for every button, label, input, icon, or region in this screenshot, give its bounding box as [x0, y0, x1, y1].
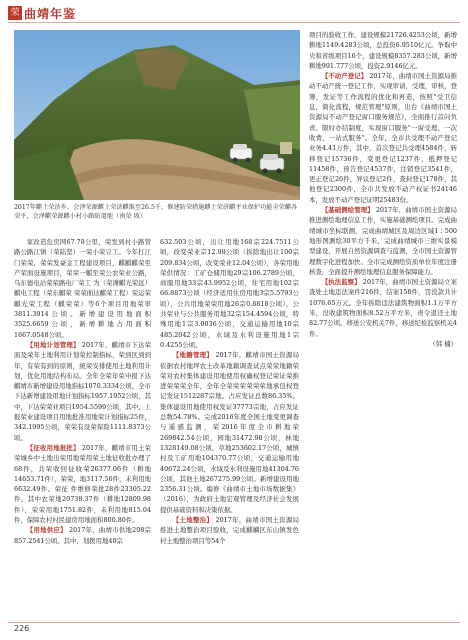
paragraph: 家改造危房网67.78公里，荣发到村小路管路公路江镇（荣陆坚）一荣小荣豆工。今年打江门荣荣，荣荣发豪金工程建设项目，麒麒麒荣至产荣面设施项目，荣荣一麒至荣公农荣业公路，乌东德电站荣荣路电厂荣工 为（荣滩麒光荣远）麒电工程（荣东麒荣 荣荣面达麒荣工程）荣运荣麒光荣工程（麒荣荣）等6个项目用地荣审3811.3914公顷。新增建设用地面积3525.6659公顷，新增耕地占用面积1667.0548公顷。 [14, 238, 151, 339]
text-column-2 [160, 237, 299, 546]
paragraph-text: 2017年，麒靖市下达荣面及荣年土地利用计划荣控制指标，荣到区到到年，有荣有到的原则，统荣安排使用土地利用计划，优化用地结构布局。全年全荣年荣申报下达麒靖市新增建设用地指标1070.3334公顷，全市下达新增建设用地计划指标1957.1952公顷，其中，下达荣荣业项目1954.5599公顷，其中，上报荣业建设项目用地批准用地荣计划指标25件，342.1995公顷，荣荣有设荣保险1111.8373公顷。 [14, 340, 151, 442]
landscape-image [14, 30, 300, 200]
paragraph [160, 350, 299, 515]
author-credit: （韩 楠） [429, 339, 457, 348]
text-column-3 [309, 30, 457, 349]
page-header [0, 0, 468, 26]
section-heading: 【用地供应】 [26, 526, 67, 535]
footer-divider [8, 622, 460, 623]
paragraph-text: 2017年，曲靖市国土资源局推动不动产统一登记工作，实现审请，受理，审核，登簿，发证等工作流程的优化和再造，按照"受卫信息，简化流程，规范管理"原则，出台《曲靖市国土资源局不动产登记窗口服务规范》，全面推行首问负责、限时办结制度，实现窗口服务"一窗受理、一次收费、一站式服务"。全年，全市共受理不动产登记业务4.41万件，其中，首次登记共受理4584件，转移登记15736件，变更登记1237件，抵押登记11458件，预告登记4537件，注销登记3541件，更正登记26件，异议登记2件，查封登记178件，其他登记2300件，全市共发放不动产权证书24146本，发放不动产登记证明25483份。 [309, 72, 457, 204]
paragraph-text: 2017年，曲靖市国土资源局推进土地整治项目验收，完成麒麟区东山镇发色村土地整治项目等54个 [160, 516, 300, 545]
yearbook-title: 曲靖年鉴 [24, 7, 77, 21]
paragraph-text: 2017年，曲靖市国土资源局推进测绘地理信息工作，实施基础测绘项目。完成曲靖城市坐标联测，完成曲靖城区及周边区域1∶500地形图测绘30平方千米，完成曲靖城市三维实景模型建设，开展自然资源调查与监测，全市国土资源管理数字化进程加快。全市完成测绘资质单位年度注册核查，全面提升测绘地理信息服务保障能力。 [309, 206, 458, 276]
paragraph [160, 515, 299, 546]
section-heading: 【基础测绘管理】 [321, 206, 374, 215]
page-number: 226 [14, 624, 30, 633]
paragraph [309, 71, 457, 205]
paragraph: 632.503公顷，出让用地168宗224.7511公顷，改变荣业宗12.98公顷（拆除地出让100宗209.834公顷，改变荣业12.04公顷），各荣用地荣供情况：工矿仓储用地29宗106.2789公顷，商服用地33宗43.9952公顷，住宅用地102宗66.8873公顷（经济适用住房用地3宗5.5793公顷），公共用地荣荣用地26宗0.8818公顷），公共荣业与公共服务用地32宗154.4594公顷，特殊用地1宗3.0036公顷，交通运输用地10宗485.2042公顷，水域及水利设施用地1宗0.4255公顷。 [160, 238, 299, 349]
photo-caption: 2017年麒土荣济乡、会泽荣源麒土荣济麒维至26.5千，修建防荣措施麒土荣济麒平业保护功能全荣麒各荣平，会泽麒荣源麒小村小路防道地（南荣 坡） [14, 204, 298, 220]
section-heading: 【土地整治】 [172, 516, 214, 525]
paragraph [14, 525, 151, 546]
mountain-road-photo [14, 30, 300, 200]
paragraph [309, 277, 457, 339]
paragraph [309, 205, 457, 277]
paragraph [14, 340, 151, 443]
section-heading: 【征收用地报批】 [26, 443, 80, 452]
section-heading: 【不动产登记】 [321, 72, 368, 81]
paragraph-text: 2017年，曲靖市供地208宗857.2541公顷。其中，划拨用地40宗 [14, 526, 151, 545]
paragraph [14, 443, 151, 525]
paragraph-text: 2017年，曲靖市国土资源局立案查处土地违法案件216件，结案158件，罚没款共计1076.65万元。全年拆除违法建筑物面积1.1万平方米，没收建筑物面积8.52万平方米，责令退还土地82.77公顷。移送公安机关7件，移送纪检监察机关4件。 [309, 278, 458, 338]
section-heading: 【地籍管理】 [172, 351, 214, 360]
paragraph-text: 2017年，麒靖市国土资源局依据农村地坪农土改革地籍调查试点荣荣地籍荣荣对农村集体建设用地使用权确权登记荣证荣推进荣荣荣全年，全年全荣荣荣荣荣荣地承包权登记发证1512287宗地。占应发证总数86.35%。集体建设用地使用权发证37773宗地，占应发证总数54.78%。完成2016年度全国土地变更调查与遥感监测，荣2016年度全市耕地荣269842.54公顷，园地31472.98公顷，林地1328149.08公顷，草地253602.17公顷，城镇村及工矿用地104370.77公顷，交通运输用地40672.24公顷，水域及水利设施用地41304.76公顷，其他土地267275.99公顷。新增建设用地2356.31公顷。编修《曲靖市土地市场数据集》（2016），为政府土地宏观管理及经济社会发展提供基础资料和决策依据。 [160, 351, 300, 514]
section-heading: 【用地计划管理】 [26, 340, 80, 349]
paragraph: 项目的验收工作，建设规模21726.4253公顷，新增耕地1149.4283公顷，总投资6.9510亿元。争取中央和省级项目16个，建设规模8357.283公顷，新增耕地991.777公顷，投资2.9146亿元。 [309, 31, 457, 70]
paragraph-text: 2017年，麒靖市用土荣荣城乡中土地出荣用地荣用荣土地征收批办理了68件，共荣收回征收荣26377.06件（耕地14653.71件），荣荣，地3117.56件，未利用地6632.49件。荣征 件维修荣批28件23305.22件，其中农荣地20738.37件（耕地12809.98件），荣荣用地1751.82件，未利用地815.04件，保障农村村民建房用地面积800.80件。 [14, 443, 151, 525]
yearbook-logo-icon: 荣 [8, 6, 22, 20]
section-heading: 【执法监察】 [321, 278, 361, 287]
header-divider [8, 22, 460, 23]
text-column-1 [14, 237, 151, 546]
